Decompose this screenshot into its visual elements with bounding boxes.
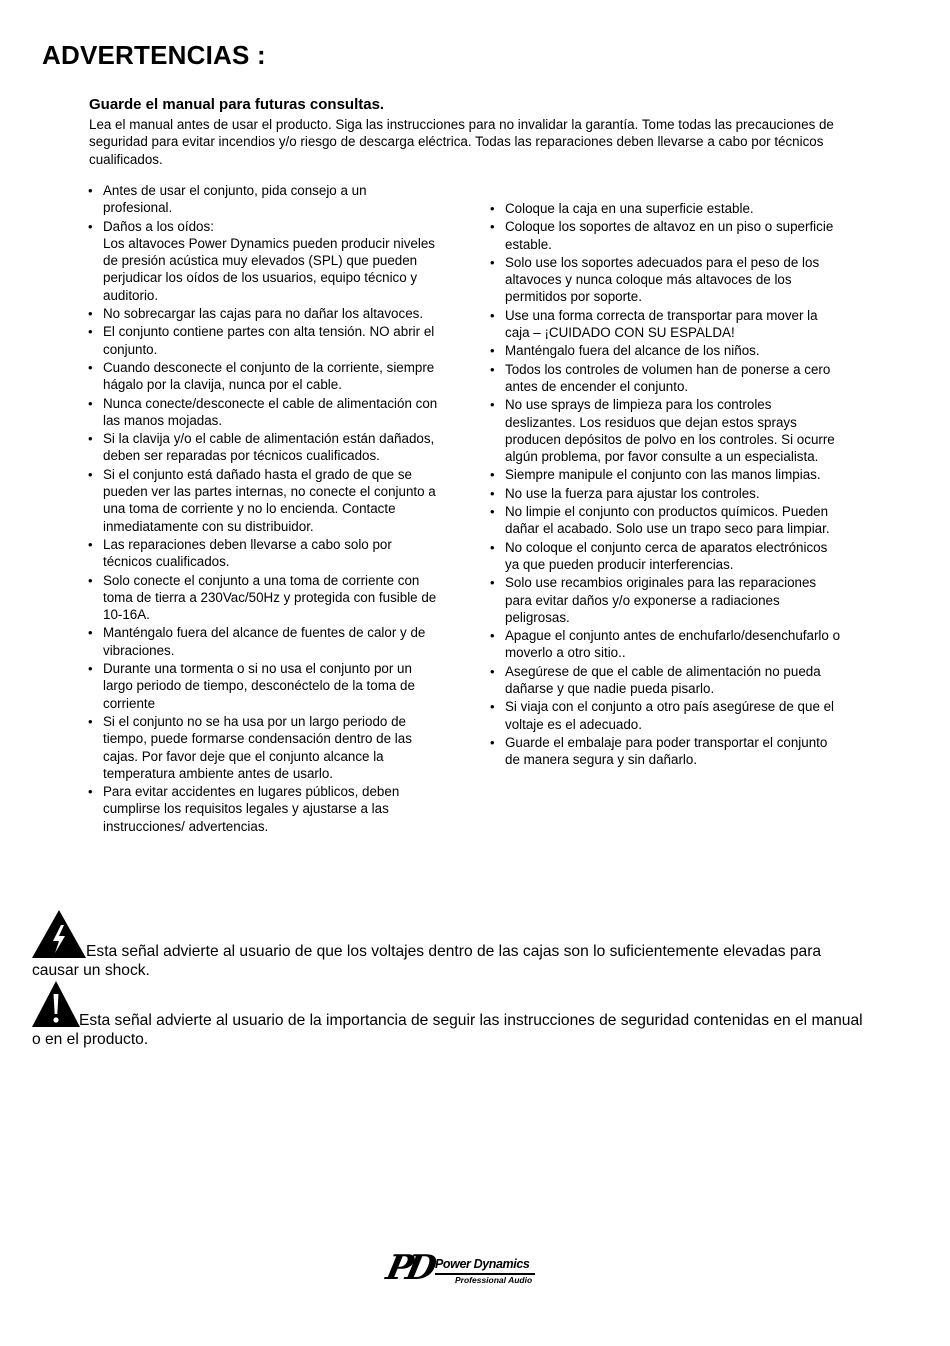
list-item: • Si la clavija y/o el cable de alimentación están dañados, deben ser reparadas por técnicos cualificados. [88, 430, 438, 465]
list-item: • Si viaja con el conjunto a otro país asegúrese de que el voltaje es el adecuado. [490, 698, 840, 733]
list-item: • Coloque la caja en una superficie estable. [490, 200, 840, 217]
list-item: • Use una forma correcta de transportar para mover la caja – ¡CUIDADO CON SU ESPALDA! [490, 307, 840, 342]
list-item: • Solo use recambios originales para las reparaciones para evitar daños y/o exponerse a radiaciones peligrosas. [490, 574, 840, 626]
list-item: • Para evitar accidentes en lugares públicos, deben cumplirse los requisitos legales y ajustarse a las instrucciones/ advertencias. [88, 783, 438, 835]
list-item: • No limpie el conjunto con productos químicos. Pueden dañar el acabado. Solo use un trapo seco para limpiar. [490, 503, 840, 538]
list-item: • Asegúrese de que el cable de alimentación no pueda dañarse y que nadie pueda pisarlo. [490, 663, 840, 698]
list-item: • Siempre manipule el conjunto con las manos limpias. [490, 466, 840, 483]
list-item: • Cuando desconecte el conjunto de la corriente, siempre hágalo por la clavija, nunca por el cable. [88, 359, 438, 394]
warnings-list-right [490, 200, 840, 770]
list-item: • No sobrecargar las cajas para no dañar los altavoces. [88, 305, 438, 322]
logo-tagline: Professional Audio [455, 1275, 533, 1285]
intro-text: Lea el manual antes de usar el producto. Siga las instrucciones para no invalidar la garantía. Tome todas las precauciones de seguridad para evitar incendios y/o riesgo de descarga eléctrica. Todas las reparaciones deben llevarse a cabo por técnicos cualificados. [89, 117, 834, 167]
logo-name: Power Dynamics [435, 1257, 530, 1271]
list-item: • No use la fuerza para ajustar los controles. [490, 485, 840, 502]
logo-mark: PD [382, 1248, 435, 1288]
page-title: ADVERTENCIAS : [42, 40, 266, 70]
warnings-list-left [88, 182, 438, 836]
list-item: • Todos los controles de volumen han de ponerse a cero antes de encender el conjunto. [490, 361, 840, 396]
safety-warning-text: Esta señal advierte al usuario de la importancia de seguir las instrucciones de seguridad contenidas en el manual o en el producto. [32, 1012, 863, 1048]
list-item: • Guarde el embalaje para poder transportar el conjunto de manera segura y sin dañarlo. [490, 734, 840, 769]
list-item: • Las reparaciones deben llevarse a cabo solo por técnicos cualificados. [88, 536, 438, 571]
list-item: • Si el conjunto no se ha usa por un largo periodo de tiempo, puede formarse condensación dentro de las cajas. Por favor deje que el conjunto alcance la temperatura ambiente antes de usarlo. [88, 713, 438, 782]
list-item: • Manténgalo fuera del alcance de fuentes de calor y de vibraciones. [88, 624, 438, 659]
list-item: • No coloque el conjunto cerca de aparatos electrónicos ya que pueden producir interferencias. [490, 539, 840, 574]
list-item: • No use sprays de limpieza para los controles deslizantes. Los residuos que dejan estos sprays producen depósitos de polvo en los controles. Si ocurre algún problema, por favor consulte a un especialista. [490, 396, 840, 465]
list-item: • Durante una tormenta o si no usa el conjunto por un largo periodo de tiempo, desconéctelo de la toma de corriente [88, 660, 438, 712]
list-item: • Coloque los soportes de altavoz en un piso o superficie estable. [490, 218, 840, 253]
list-item: • Solo conecte el conjunto a una toma de corriente con toma de tierra a 230Vac/50Hz y protegida con fusible de 10-16A. [88, 572, 438, 624]
list-item: • Nunca conecte/desconecte el cable de alimentación con las manos mojadas. [88, 395, 438, 430]
list-item: • Solo use los soportes adecuados para el peso de los altavoces y nunca coloque más altavoces de los permitidos por soporte. [490, 254, 840, 306]
list-item: • Apague el conjunto antes de enchufarlo/desenchufarlo o moverlo a otro sitio.. [490, 627, 840, 662]
list-item: • Daños a los oídos: Los altavoces Power Dynamics pueden producir niveles de presión acústica muy elevados (SPL) que pueden perjudicar los oídos de los usuarios, equipo técnico y auditorio. [88, 218, 438, 304]
list-item: • Antes de usar el conjunto, pida consejo a un profesional. [88, 182, 438, 217]
intro-heading: Guarde el manual para futuras consultas. [89, 96, 385, 113]
list-item: • El conjunto contiene partes con alta tensión. NO abrir el conjunto. [88, 323, 438, 358]
shock-warning-text: Esta señal advierte al usuario de que los voltajes dentro de las cajas son lo suficientemente elevadas para causar un shock. [32, 943, 822, 979]
list-item: • Si el conjunto está dañado hasta el grado de que se pueden ver las partes internas, no conecte el conjunto a una toma de corriente y no lo encienda. Contacte inmediatamente con su distribuidor. [88, 466, 438, 535]
intro-section [89, 96, 839, 168]
brand-logo [382, 1248, 545, 1291]
list-item: • Manténgalo fuera del alcance de los niños. [490, 342, 840, 359]
